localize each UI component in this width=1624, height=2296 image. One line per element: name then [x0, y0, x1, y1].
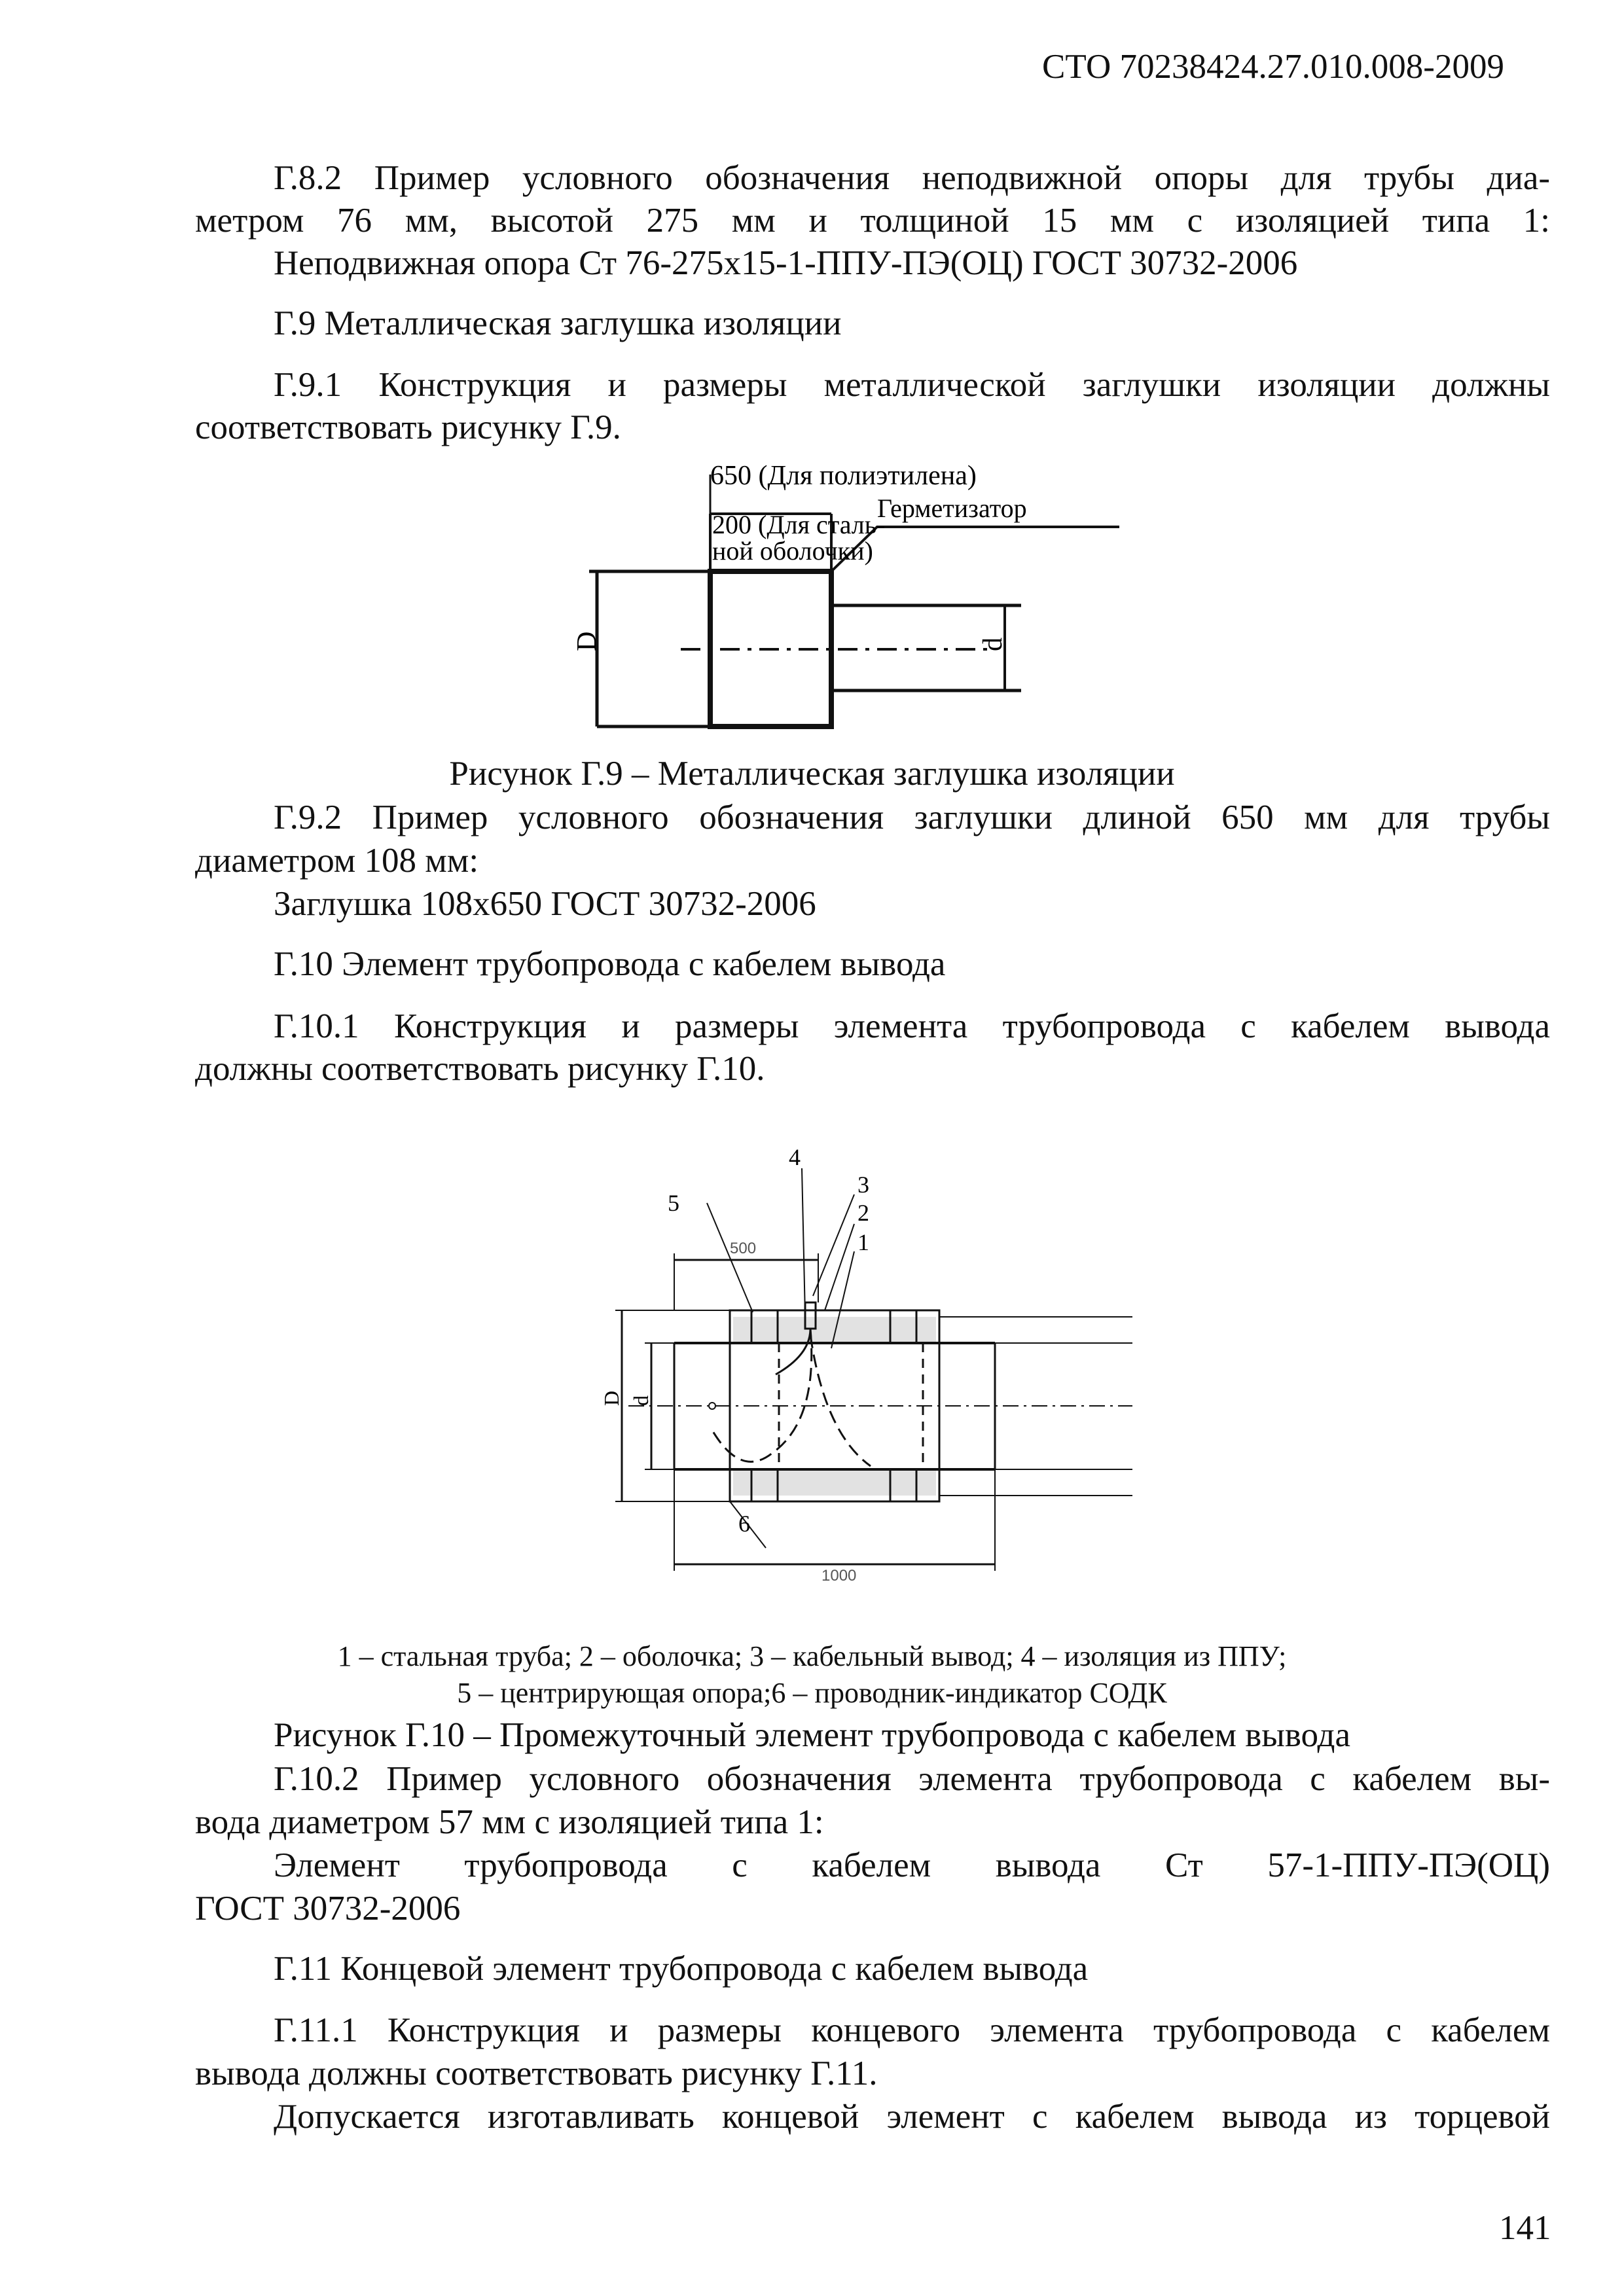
figure-g10-caption: Рисунок Г.10 – Промежуточный элемент трубопровода с кабелем вывода [274, 1716, 1350, 1754]
para-g82-designation: Неподвижная опора Ст 76-275x15-1-ППУ-ПЭ(ОЦ) ГОСТ 30732-2006 [274, 244, 1298, 282]
figure-g10-callout-3: 3 [857, 1172, 869, 1198]
page-number: 141 [1499, 2209, 1551, 2247]
figure-g10-callout-5: 5 [668, 1190, 679, 1216]
para-g82-line2: метром 76 мм, высотой 275 мм и толщиной 15 мм с изоляцией типа 1: [195, 202, 1550, 240]
figure-g10-callout-1: 1 [857, 1229, 869, 1255]
para-g82-line1: Г.8.2 Пример условного обозначения неподвижной опоры для трубы диа- [274, 159, 1550, 197]
figure-g9-label-sealant: Герметизатор [877, 493, 1027, 523]
figure-g10-legend-line2: 5 – центрирующая опора;6 – проводник-индикатор СОДК [457, 1677, 1167, 1709]
heading-g9: Г.9 Металлическая заглушка изоляции [274, 304, 842, 342]
para-g92-designation: Заглушка 108x650 ГОСТ 30732-2006 [274, 885, 816, 923]
figure-g9-label-650: 650 (Для полиэтилена) [710, 461, 977, 491]
para-g92-line2: диаметром 108 мм: [195, 842, 479, 880]
para-g111-line1: Г.11.1 Конструкция и размеры концевого элемента трубопровода с кабелем [274, 2011, 1550, 2049]
para-g92-line1: Г.9.2 Пример условного обозначения заглушки длиной 650 мм для трубы [274, 798, 1550, 836]
figure-g10-callout-6: 6 [738, 1511, 750, 1537]
document-code: СТО 70238424.27.010.008-2009 [1042, 48, 1504, 86]
figure-g9-label-200-a: 200 (Для сталь- [712, 510, 886, 539]
figure-g9-label-200-b: ной оболочки) [712, 536, 873, 565]
figure-g10-callout-4: 4 [789, 1144, 801, 1170]
para-g102-line1: Г.10.2 Пример условного обозначения элемента трубопровода с кабелем вы- [274, 1760, 1550, 1798]
figure-g9-label-D: D [572, 631, 602, 651]
para-g91-line2: соответствовать рисунку Г.9. [195, 408, 621, 446]
para-g101-line1: Г.10.1 Конструкция и размеры элемента трубопровода с кабелем вывода [274, 1007, 1550, 1045]
para-g102-line2: вода диаметром 57 мм с изоляцией типа 1: [195, 1803, 824, 1841]
para-allowed-line1: Допускается изготавливать концевой элемент с кабелем вывода из торцевой [274, 2098, 1550, 2136]
heading-g11: Г.11 Концевой элемент трубопровода с кабелем вывода [274, 1950, 1089, 1988]
figure-g9-label-d: d [978, 637, 1008, 651]
para-g102-designation-line1: Элемент трубопровода с кабелем вывода Ст 57-1-ППУ-ПЭ(ОЦ) [274, 1846, 1550, 1884]
figure-g10-dim-500: 500 [730, 1240, 757, 1257]
figure-g10-label-d: d [629, 1395, 653, 1406]
para-g91-line1: Г.9.1 Конструкция и размеры металлической заглушки изоляции должны [274, 366, 1550, 404]
figure-g9-caption: Рисунок Г.9 – Металлическая заглушка изоляции [449, 755, 1175, 793]
para-g102-designation-line2: ГОСТ 30732-2006 [195, 1890, 461, 1928]
figure-g10-callout-2: 2 [857, 1200, 869, 1226]
figure-g9-drawing [563, 452, 1152, 740]
figure-g10-dim-1000: 1000 [821, 1567, 857, 1585]
para-g111-line2: вывода должны соответствовать рисунку Г.11. [195, 2054, 878, 2092]
figure-g10-legend-line1: 1 – стальная труба; 2 – оболочка; 3 – кабельный вывод; 4 – изоляция из ППУ; [337, 1640, 1287, 1672]
heading-g10: Г.10 Элемент трубопровода с кабелем вывода [274, 945, 946, 983]
figure-g10-drawing [543, 1139, 1198, 1597]
figure-g10-label-D: D [600, 1390, 623, 1406]
para-g101-line2: должны соответствовать рисунку Г.10. [195, 1050, 765, 1088]
